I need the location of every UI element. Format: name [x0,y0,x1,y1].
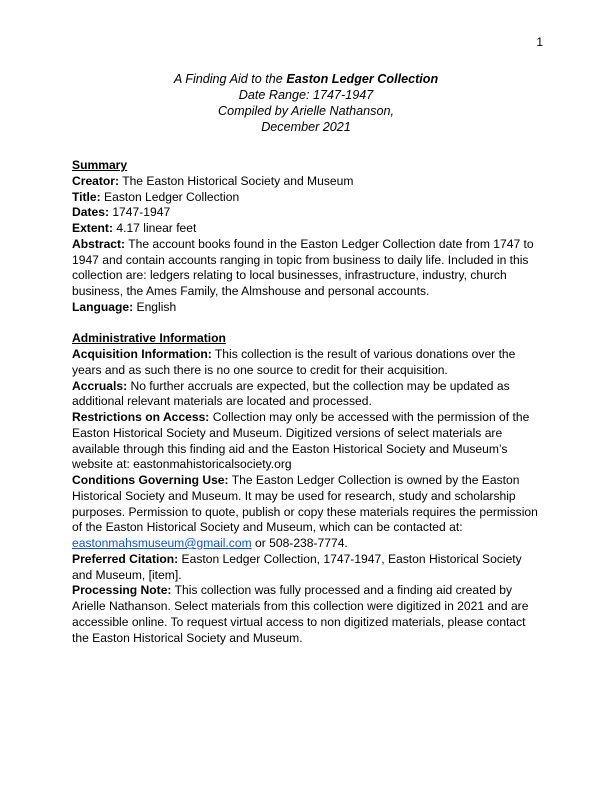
heading-date-range: Date Range: 1747-1947 [238,87,374,102]
creator-label: Creator: [72,173,120,188]
abstract-label: Abstract: [72,236,126,251]
abstract-value: The account books found in the Easton Ledger Collection date from 1747 to 1947 and contain accounts ranging in topic from business to daily life. Included in this collection are: ledgers relating to local businesses, infrastructure, industry, church business, the Ames Family, the Almshouse and personal accounts. [72,236,534,298]
summary-section [72,158,540,316]
creator-row [72,174,540,190]
title-value: Easton Ledger Collection [100,189,240,204]
section-spacer [72,316,540,332]
abstract-row [72,237,540,300]
processing-value: This collection was fully processed and a finding aid created by Arielle Nathanson. Select materials from this collection were digitized in 2021 and are accessible online. To request virtual access to non digitized materials, please contact the Easton Historical Society and Museum. [72,583,529,645]
language-row [72,300,540,316]
summary-title: Summary [72,158,128,172]
heading-title-line [0,72,612,88]
extent-label: Extent: [72,221,113,235]
document-body [72,158,540,646]
creator-value: The Easton Historical Society and Museum [119,173,354,188]
conditions-value: The Easton Ledger Collection is owned by the Easton Historical Society and Museum. It may be used for research, study and scholarship purposes. Permission to quote, publish or copy these materials requires the permission of the Easton Historical Society and Museum, which can be contacted at: [72,473,538,535]
heading-title-prefix: A Finding Aid to the [173,72,287,86]
citation-value: Easton Ledger Collection, 1747-1947, Easton Historical Society and Museum, [item]. [72,551,522,582]
dates-value: 1747-1947 [108,205,171,220]
heading-compiled-by: Compiled by Arielle Nathanson, [218,103,394,118]
dates-row [72,205,540,221]
accruals-row [72,379,540,411]
email-link[interactable]: eastonmahsmuseum@gmail.com [72,536,252,550]
citation-label: Preferred Citation: [72,551,179,566]
page-number: 1 [536,35,543,49]
title-row [72,190,540,206]
document-heading [0,72,612,136]
acquisition-value: This collection is the result of various donations over the years and as such there is no one source to credit for their acquisition. [72,347,516,377]
extent-value: 4.17 linear feet [113,221,197,235]
extent-row [72,221,540,237]
accruals-label: Accruals: [72,378,128,393]
conditions-label: Conditions Governing Use: [72,473,229,487]
administrative-title: Administrative Information [72,331,226,346]
dates-label: Dates: [72,205,109,220]
administrative-section [72,331,540,646]
language-value: English [133,299,177,314]
title-label: Title: [72,189,101,204]
restrictions-row [72,410,540,473]
collection-title: Easton Ledger Collection [286,72,439,86]
restrictions-label: Restrictions on Access: [72,410,210,424]
citation-row [72,552,540,584]
processing-row [72,583,540,646]
phone-text: or 508-238-7774. [251,536,348,550]
processing-label: Processing Note: [72,583,172,598]
conditions-row [72,473,540,552]
acquisition-label: Acquisition Information: [72,347,212,361]
restrictions-value: Collection may only be accessed with the permission of the Easton Historical Society and Museum. Digitized versions of select materials are available through this finding aid and the Easton Historical Society and Museum’s website at: eastonmahistoricalsociety.org [72,410,530,472]
accruals-value: No further accruals are expected, but the collection may be updated as additional relevant materials are located and processed. [72,378,510,409]
heading-date: December 2021 [261,119,351,134]
language-label: Language: [72,299,134,314]
acquisition-row [72,347,540,379]
